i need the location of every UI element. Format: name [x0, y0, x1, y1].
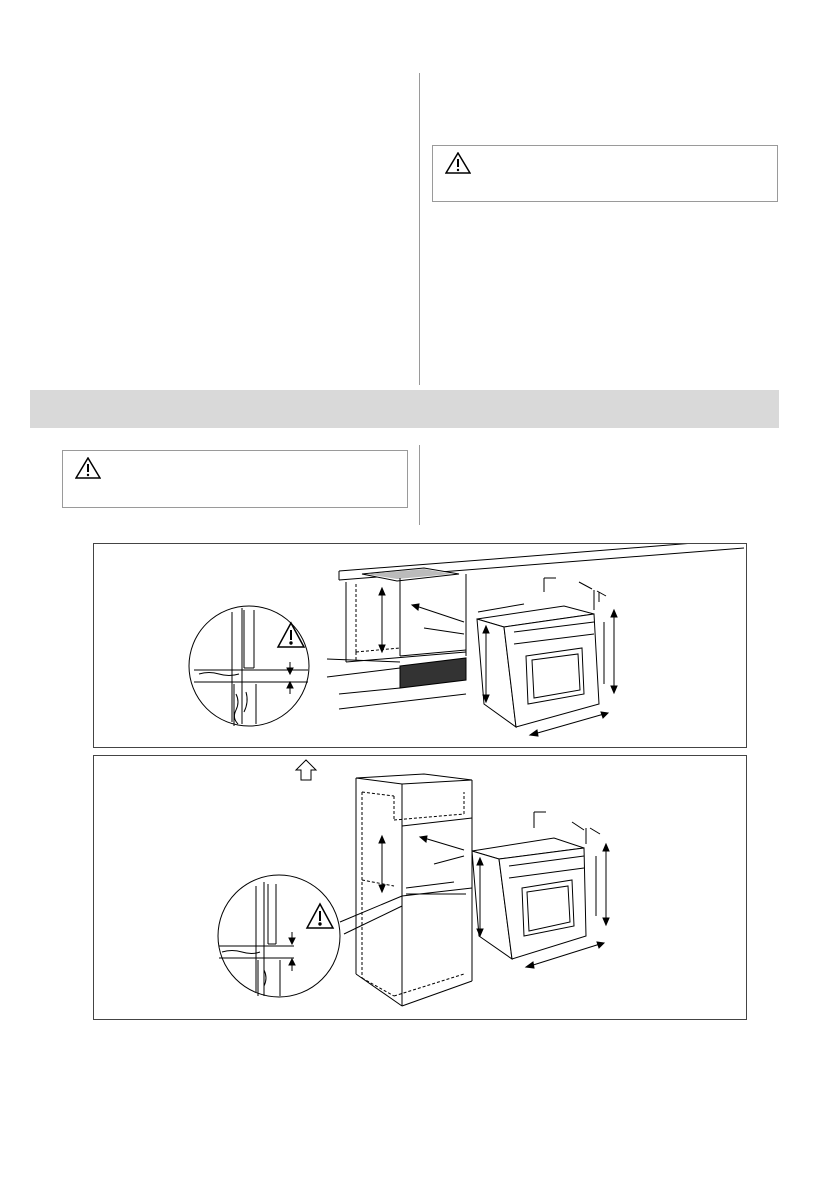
warning-box-top: [432, 145, 778, 202]
warning-box-left: [62, 450, 408, 508]
warning-triangle-icon: [75, 457, 101, 479]
under-counter-installation-drawing: [94, 544, 748, 749]
figure-column-installation: [93, 755, 747, 1020]
column-installation-drawing: [94, 756, 748, 1021]
column-divider-top: [419, 73, 420, 385]
warning-triangle-icon: [445, 152, 471, 174]
figure-under-counter-installation: [93, 543, 747, 748]
section-heading-band: [30, 390, 779, 428]
column-divider-middle: [419, 445, 420, 525]
